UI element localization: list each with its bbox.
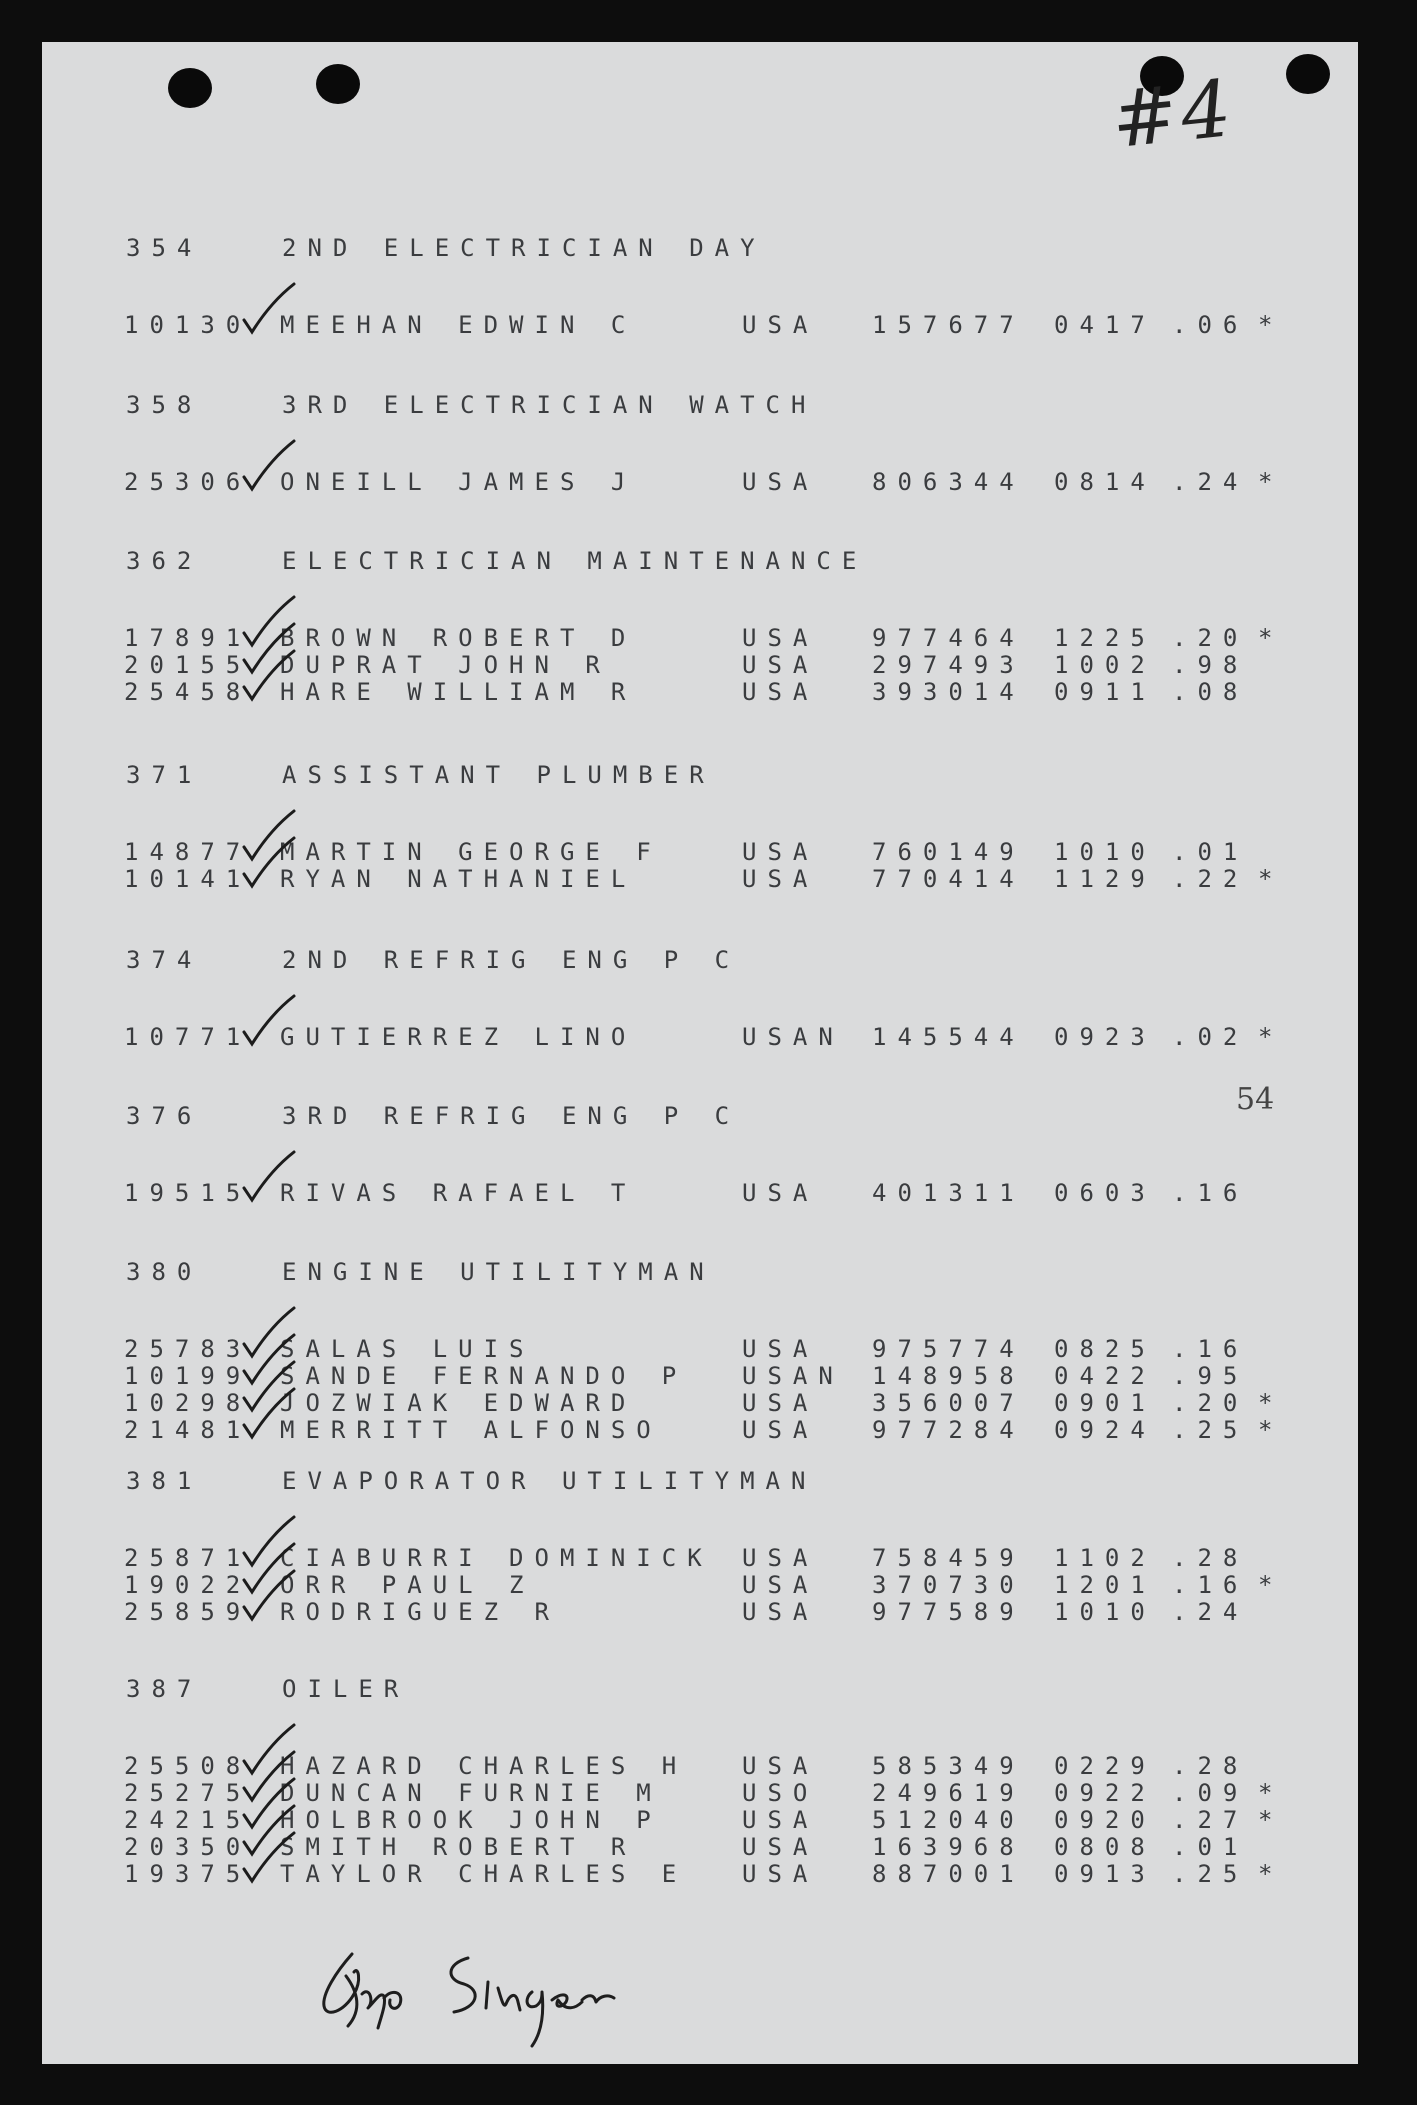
crew-id: 10298 bbox=[124, 1389, 252, 1417]
crew-rate: .25 bbox=[1172, 1860, 1249, 1888]
asterisk-marker: * bbox=[1258, 1779, 1273, 1807]
crew-name: RODRIGUEZ R bbox=[280, 1598, 560, 1626]
crew-name: ONEILL JAMES J bbox=[280, 468, 637, 496]
crew-number: 977464 bbox=[872, 624, 1025, 652]
crew-id: 19022 bbox=[124, 1571, 252, 1599]
asterisk-marker: * bbox=[1258, 468, 1273, 496]
crew-date: 0603 bbox=[1054, 1179, 1156, 1207]
crew-number: 806344 bbox=[872, 468, 1025, 496]
citizenship: USA bbox=[742, 1179, 819, 1207]
crew-number: 760149 bbox=[872, 838, 1025, 866]
crew-rate: .28 bbox=[1172, 1752, 1249, 1780]
crew-number: 977284 bbox=[872, 1416, 1025, 1444]
citizenship: USA bbox=[742, 1335, 819, 1363]
citizenship: USA bbox=[742, 1752, 819, 1780]
crew-name: SANDE FERNANDO P bbox=[280, 1362, 688, 1390]
crew-date: 0901 bbox=[1054, 1389, 1156, 1417]
citizenship: USA bbox=[742, 1833, 819, 1861]
crew-rate: .01 bbox=[1172, 838, 1249, 866]
citizenship: USA bbox=[742, 1598, 819, 1626]
punch-hole bbox=[168, 68, 212, 108]
crew-id: 10771 bbox=[124, 1023, 252, 1051]
crew-name: TAYLOR CHARLES E bbox=[280, 1860, 688, 1888]
section-code: 387 bbox=[126, 1675, 203, 1703]
crew-rate: .01 bbox=[1172, 1833, 1249, 1861]
crew-date: 0422 bbox=[1054, 1362, 1156, 1390]
crew-id: 25275 bbox=[124, 1779, 252, 1807]
punch-hole bbox=[316, 64, 360, 104]
asterisk-marker: * bbox=[1258, 1389, 1273, 1417]
citizenship: USA bbox=[742, 1416, 819, 1444]
crew-name: SMITH ROBERT R bbox=[280, 1833, 637, 1861]
citizenship: USA bbox=[742, 678, 819, 706]
crew-name: HAZARD CHARLES H bbox=[280, 1752, 688, 1780]
crew-id: 25306 bbox=[124, 468, 252, 496]
section-code: 358 bbox=[126, 391, 203, 419]
crew-rate: .22 bbox=[1172, 865, 1249, 893]
crew-number: 370730 bbox=[872, 1571, 1025, 1599]
crew-number: 512040 bbox=[872, 1806, 1025, 1834]
crew-id: 14877 bbox=[124, 838, 252, 866]
citizenship: USA bbox=[742, 1389, 819, 1417]
crew-rate: .20 bbox=[1172, 624, 1249, 652]
document-page bbox=[42, 42, 1358, 2064]
crew-number: 977589 bbox=[872, 1598, 1025, 1626]
crew-id: 25859 bbox=[124, 1598, 252, 1626]
crew-date: 1102 bbox=[1054, 1544, 1156, 1572]
crew-date: 0825 bbox=[1054, 1335, 1156, 1363]
page-number: 54 bbox=[1236, 1082, 1275, 1117]
crew-date: 0920 bbox=[1054, 1806, 1156, 1834]
crew-date: 1201 bbox=[1054, 1571, 1156, 1599]
crew-name: RIVAS RAFAEL T bbox=[280, 1179, 637, 1207]
crew-rate: .06 bbox=[1172, 311, 1249, 339]
section-code: 380 bbox=[126, 1258, 203, 1286]
citizenship: USA bbox=[742, 1571, 819, 1599]
crew-id: 20350 bbox=[124, 1833, 252, 1861]
crew-rate: .02 bbox=[1172, 1023, 1249, 1051]
crew-date: 0923 bbox=[1054, 1023, 1156, 1051]
crew-date: 1010 bbox=[1054, 838, 1156, 866]
crew-rate: .16 bbox=[1172, 1179, 1249, 1207]
crew-number: 758459 bbox=[872, 1544, 1025, 1572]
punch-hole bbox=[1286, 54, 1330, 94]
crew-name: RYAN NATHANIEL bbox=[280, 865, 637, 893]
check-mark-icon bbox=[238, 1831, 298, 1885]
check-mark-icon bbox=[238, 1150, 298, 1204]
section-title: ELECTRICIAN MAINTENANCE bbox=[282, 547, 868, 575]
section-title: 3RD ELECTRICIAN WATCH bbox=[282, 391, 817, 419]
section-title: 3RD REFRIG ENG P C bbox=[282, 1102, 741, 1130]
crew-rate: .25 bbox=[1172, 1416, 1249, 1444]
crew-number: 163968 bbox=[872, 1833, 1025, 1861]
section-code: 374 bbox=[126, 946, 203, 974]
crew-id: 25508 bbox=[124, 1752, 252, 1780]
crew-name: JOZWIAK EDWARD bbox=[280, 1389, 637, 1417]
sheet-number: #4 bbox=[1107, 63, 1240, 167]
crew-date: 0229 bbox=[1054, 1752, 1156, 1780]
citizenship: USA bbox=[742, 838, 819, 866]
crew-date: 0417 bbox=[1054, 311, 1156, 339]
crew-name: SALAS LUIS bbox=[280, 1335, 535, 1363]
asterisk-marker: * bbox=[1258, 624, 1273, 652]
check-mark-icon bbox=[238, 439, 298, 493]
crew-rate: .16 bbox=[1172, 1571, 1249, 1599]
crew-id: 17891 bbox=[124, 624, 252, 652]
crew-rate: .24 bbox=[1172, 1598, 1249, 1626]
crew-number: 356007 bbox=[872, 1389, 1025, 1417]
crew-id: 19375 bbox=[124, 1860, 252, 1888]
asterisk-marker: * bbox=[1258, 1571, 1273, 1599]
citizenship: USA bbox=[742, 865, 819, 893]
crew-date: 0808 bbox=[1054, 1833, 1156, 1861]
crew-number: 393014 bbox=[872, 678, 1025, 706]
citizenship: USA bbox=[742, 1806, 819, 1834]
crew-name: GUTIERREZ LINO bbox=[280, 1023, 637, 1051]
crew-id: 21481 bbox=[124, 1416, 252, 1444]
check-mark-icon bbox=[238, 1569, 298, 1623]
crew-id: 25458 bbox=[124, 678, 252, 706]
crew-number: 297493 bbox=[872, 651, 1025, 679]
citizenship: USO bbox=[742, 1779, 819, 1807]
crew-number: 249619 bbox=[872, 1779, 1025, 1807]
crew-number: 145544 bbox=[872, 1023, 1025, 1051]
citizenship: USA bbox=[742, 311, 819, 339]
asterisk-marker: * bbox=[1258, 1023, 1273, 1051]
crew-date: 0924 bbox=[1054, 1416, 1156, 1444]
crew-number: 585349 bbox=[872, 1752, 1025, 1780]
crew-date: 1010 bbox=[1054, 1598, 1156, 1626]
crew-number: 887001 bbox=[872, 1860, 1025, 1888]
crew-date: 0922 bbox=[1054, 1779, 1156, 1807]
check-mark-icon bbox=[238, 649, 298, 703]
asterisk-marker: * bbox=[1258, 1416, 1273, 1444]
check-mark-icon bbox=[238, 1387, 298, 1441]
crew-rate: .16 bbox=[1172, 1335, 1249, 1363]
crew-rate: .27 bbox=[1172, 1806, 1249, 1834]
crew-number: 401311 bbox=[872, 1179, 1025, 1207]
crew-rate: .08 bbox=[1172, 678, 1249, 706]
crew-number: 770414 bbox=[872, 865, 1025, 893]
citizenship: USA bbox=[742, 624, 819, 652]
asterisk-marker: * bbox=[1258, 311, 1273, 339]
check-mark-icon bbox=[238, 836, 298, 890]
crew-name: ORR PAUL Z bbox=[280, 1571, 535, 1599]
section-code: 376 bbox=[126, 1102, 203, 1130]
citizenship: USAN bbox=[742, 1023, 844, 1051]
crew-id: 25871 bbox=[124, 1544, 252, 1572]
handwritten-signature bbox=[318, 1942, 738, 2052]
crew-rate: .20 bbox=[1172, 1389, 1249, 1417]
section-code: 354 bbox=[126, 234, 203, 262]
asterisk-marker: * bbox=[1258, 1806, 1273, 1834]
citizenship: USA bbox=[742, 1860, 819, 1888]
crew-date: 1002 bbox=[1054, 651, 1156, 679]
crew-id: 20155 bbox=[124, 651, 252, 679]
crew-id: 25783 bbox=[124, 1335, 252, 1363]
section-title: ENGINE UTILITYMAN bbox=[282, 1258, 715, 1286]
crew-id: 10130 bbox=[124, 311, 252, 339]
citizenship: USA bbox=[742, 468, 819, 496]
crew-date: 0913 bbox=[1054, 1860, 1156, 1888]
crew-id: 10141 bbox=[124, 865, 252, 893]
citizenship: USA bbox=[742, 1544, 819, 1572]
section-title: ASSISTANT PLUMBER bbox=[282, 761, 715, 789]
crew-number: 975774 bbox=[872, 1335, 1025, 1363]
citizenship: USAN bbox=[742, 1362, 844, 1390]
crew-rate: .09 bbox=[1172, 1779, 1249, 1807]
section-title: 2ND REFRIG ENG P C bbox=[282, 946, 741, 974]
asterisk-marker: * bbox=[1258, 1860, 1273, 1888]
crew-name: DUNCAN FURNIE M bbox=[280, 1779, 662, 1807]
crew-name: MEEHAN EDWIN C bbox=[280, 311, 637, 339]
crew-rate: .95 bbox=[1172, 1362, 1249, 1390]
citizenship: USA bbox=[742, 651, 819, 679]
crew-date: 1225 bbox=[1054, 624, 1156, 652]
crew-number: 157677 bbox=[872, 311, 1025, 339]
crew-date: 0814 bbox=[1054, 468, 1156, 496]
crew-name: HOLBROOK JOHN P bbox=[280, 1806, 662, 1834]
crew-name: CIABURRI DOMINICK bbox=[280, 1544, 713, 1572]
crew-date: 1129 bbox=[1054, 865, 1156, 893]
section-code: 371 bbox=[126, 761, 203, 789]
crew-rate: .24 bbox=[1172, 468, 1249, 496]
crew-name: DUPRAT JOHN R bbox=[280, 651, 611, 679]
section-title: OILER bbox=[282, 1675, 410, 1703]
crew-id: 10199 bbox=[124, 1362, 252, 1390]
crew-rate: .98 bbox=[1172, 651, 1249, 679]
check-mark-icon bbox=[238, 994, 298, 1048]
crew-name: BROWN ROBERT D bbox=[280, 624, 637, 652]
crew-name: MERRITT ALFONSO bbox=[280, 1416, 662, 1444]
section-title: 2ND ELECTRICIAN DAY bbox=[282, 234, 766, 262]
crew-name: HARE WILLIAM R bbox=[280, 678, 637, 706]
section-code: 381 bbox=[126, 1467, 203, 1495]
crew-number: 148958 bbox=[872, 1362, 1025, 1390]
section-title: EVAPORATOR UTILITYMAN bbox=[282, 1467, 817, 1495]
crew-date: 0911 bbox=[1054, 678, 1156, 706]
crew-rate: .28 bbox=[1172, 1544, 1249, 1572]
section-code: 362 bbox=[126, 547, 203, 575]
crew-id: 19515 bbox=[124, 1179, 252, 1207]
asterisk-marker: * bbox=[1258, 865, 1273, 893]
crew-id: 24215 bbox=[124, 1806, 252, 1834]
check-mark-icon bbox=[238, 282, 298, 336]
crew-name: MARTIN GEORGE F bbox=[280, 838, 662, 866]
